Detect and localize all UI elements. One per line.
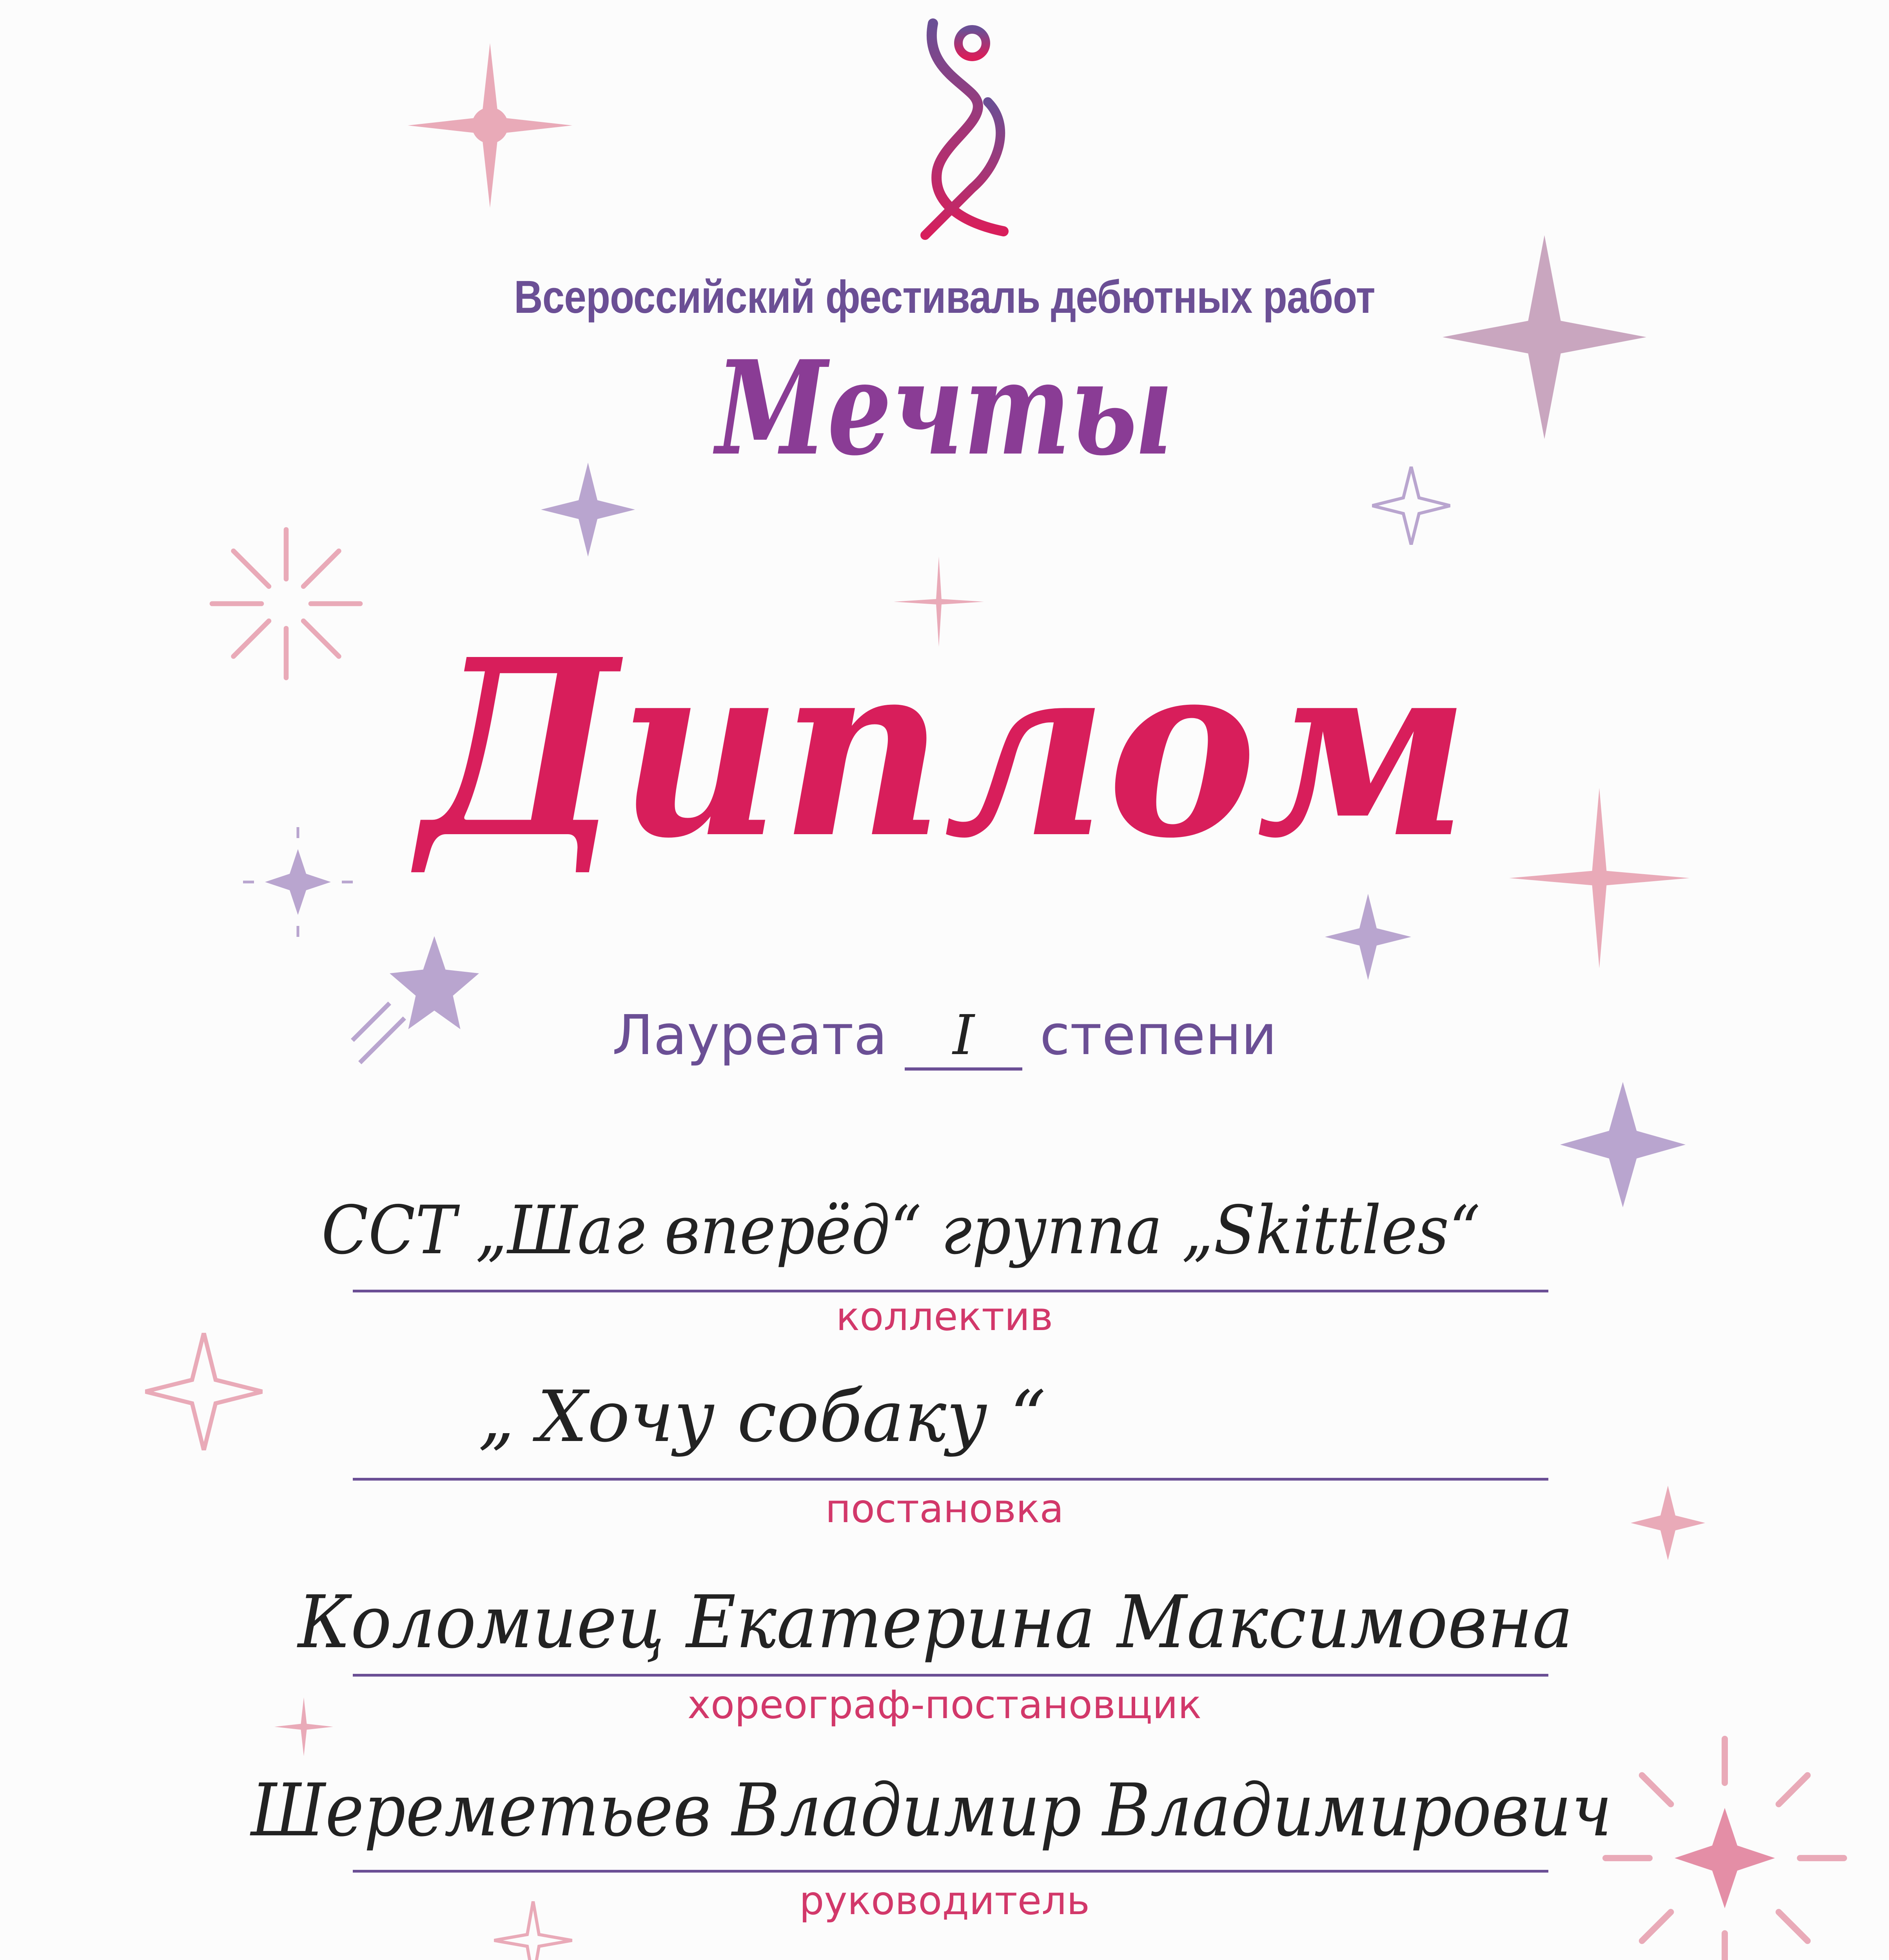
- laureate-degree: I: [905, 1004, 1022, 1071]
- production-caption: постановка: [825, 1486, 1064, 1532]
- sparkle-star-icon: [408, 43, 572, 208]
- festival-title: Мечты: [716, 332, 1173, 484]
- sparkle-star-icon: [145, 1333, 263, 1450]
- diploma-title: Диплом: [420, 606, 1469, 892]
- director-caption: руководитель: [799, 1878, 1090, 1924]
- collective-caption: коллектив: [836, 1294, 1053, 1339]
- laureate-prefix: Лауреата: [612, 1004, 887, 1067]
- collective-underline: [353, 1290, 1548, 1292]
- choreographer-caption: хореограф-постановщик: [687, 1682, 1202, 1728]
- choreographer-underline: [353, 1674, 1548, 1677]
- sparkle-star-icon: [1325, 894, 1411, 980]
- burst-star-icon: [1599, 1733, 1850, 1960]
- choreographer-value: Коломиец Екатерина Максимовна: [298, 1580, 1573, 1664]
- collective-value: ССТ „Шаг вперёд“ группа „Skittles“: [321, 1192, 1481, 1269]
- dancer-figure-icon: [902, 8, 1031, 243]
- production-value: „ Хочу собаку “: [478, 1376, 1046, 1458]
- director-value: Шереметьев Владимир Владимирович: [251, 1768, 1612, 1853]
- laureate-line: [0, 1004, 1889, 1071]
- production-underline: [353, 1478, 1548, 1481]
- sparkle-star-icon: [1560, 1082, 1686, 1207]
- festival-name: Всероссийский фестиваль дебютных работ: [514, 271, 1375, 323]
- director-underline: [353, 1870, 1548, 1873]
- laureate-suffix: степени: [1040, 1004, 1277, 1067]
